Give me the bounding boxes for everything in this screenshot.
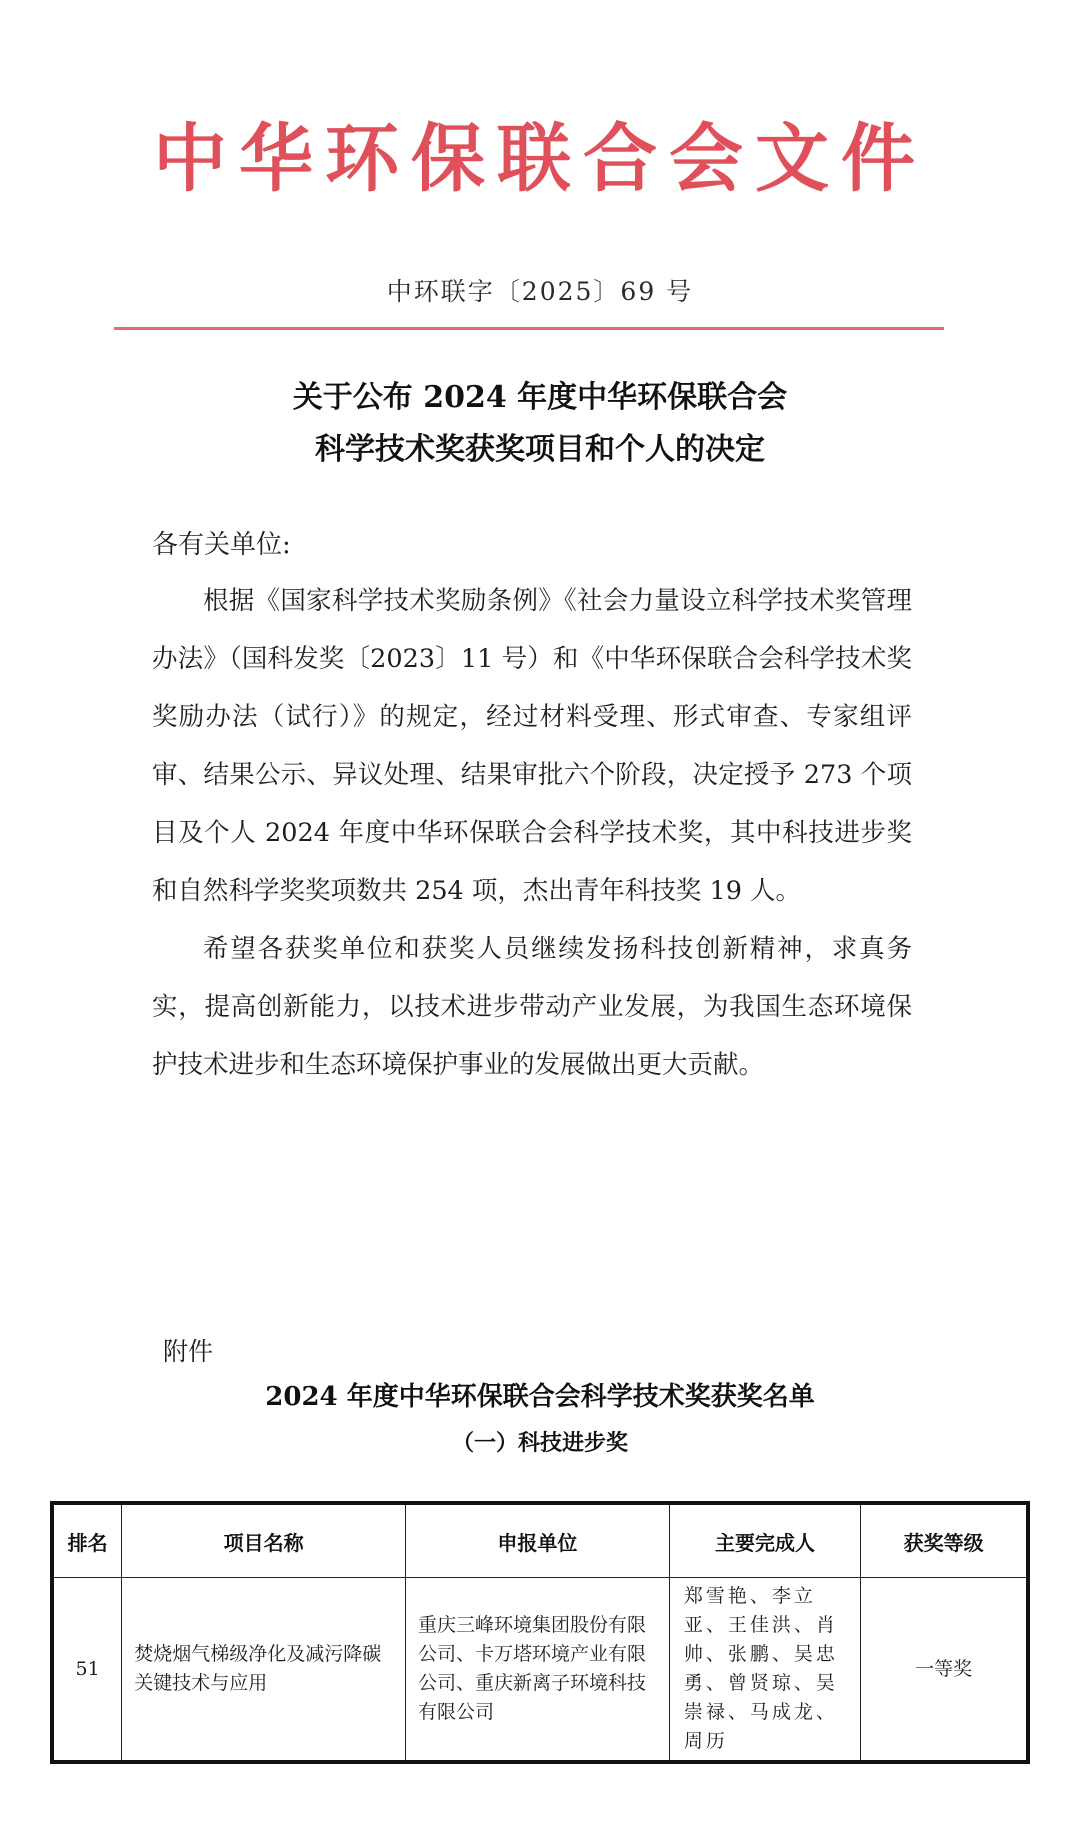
header-people: 主要完成人 bbox=[669, 1503, 860, 1578]
table-header-row bbox=[52, 1503, 1028, 1578]
attachment-label: 附件 bbox=[163, 1337, 214, 1366]
red-divider bbox=[114, 327, 944, 330]
body-paragraph-1: 根据《国家科学技术奖励条例》《社会力量设立科学技术奖管理办法》（国科发奖〔2023〕11 号）和《中华环保联合会科学技术奖奖励办法（试行）》的规定，经过材料受理、形式审查、专家组评审、结果公示、异议处理、结果审批六个阶段，决定授予 273 个项目及个人 2024 年度中华环保联合会科学技术奖，其中科技进步奖和自然科学奖奖项数共 254 项，杰出青年科技奖 19 人。 bbox=[152, 586, 912, 906]
salutation: 各有关单位: bbox=[152, 530, 291, 560]
body-text bbox=[152, 572, 912, 1094]
cell-rank: 51 bbox=[52, 1578, 122, 1763]
cell-project: 焚烧烟气梯级净化及减污降碳关键技术与应用 bbox=[122, 1578, 406, 1763]
award-table bbox=[50, 1501, 1030, 1764]
award-list-subtitle: （一）科技进步奖 bbox=[451, 1430, 628, 1456]
document-number: 中环联字〔2025〕69 号 bbox=[386, 277, 694, 306]
header-rank: 排名 bbox=[52, 1503, 122, 1578]
cell-unit: 重庆三峰环境集团股份有限公司、卡万塔环境产业有限公司、重庆新离子环境科技有限公司 bbox=[405, 1578, 669, 1763]
table-row bbox=[52, 1578, 1028, 1763]
award-list-title: 2024 年度中华环保联合会科学技术奖获奖名单 bbox=[265, 1382, 815, 1412]
header-unit: 申报单位 bbox=[405, 1503, 669, 1578]
org-document-header: 中华环保联合会文件 bbox=[153, 116, 927, 202]
decision-title bbox=[0, 372, 1080, 476]
header-project: 项目名称 bbox=[122, 1503, 406, 1578]
decision-title-line-1: 关于公布 2024 年度中华环保联合会 bbox=[292, 380, 788, 415]
body-paragraph-2: 希望各获奖单位和获奖人员继续发扬科技创新精神，求真务实，提高创新能力，以技术进步带动产业发展，为我国生态环境保护技术进步和生态环境保护事业的发展做出更大贡献。 bbox=[152, 934, 912, 1080]
decision-title-line-2: 科学技术奖获奖项目和个人的决定 bbox=[315, 432, 765, 467]
header-level: 获奖等级 bbox=[861, 1503, 1028, 1578]
cell-level: 一等奖 bbox=[861, 1578, 1028, 1763]
cell-people: 郑雪艳、李立亚、王佳洪、肖帅、张鹏、吴忠勇、曾贤琼、吴崇禄、马成龙、周历 bbox=[669, 1578, 860, 1763]
